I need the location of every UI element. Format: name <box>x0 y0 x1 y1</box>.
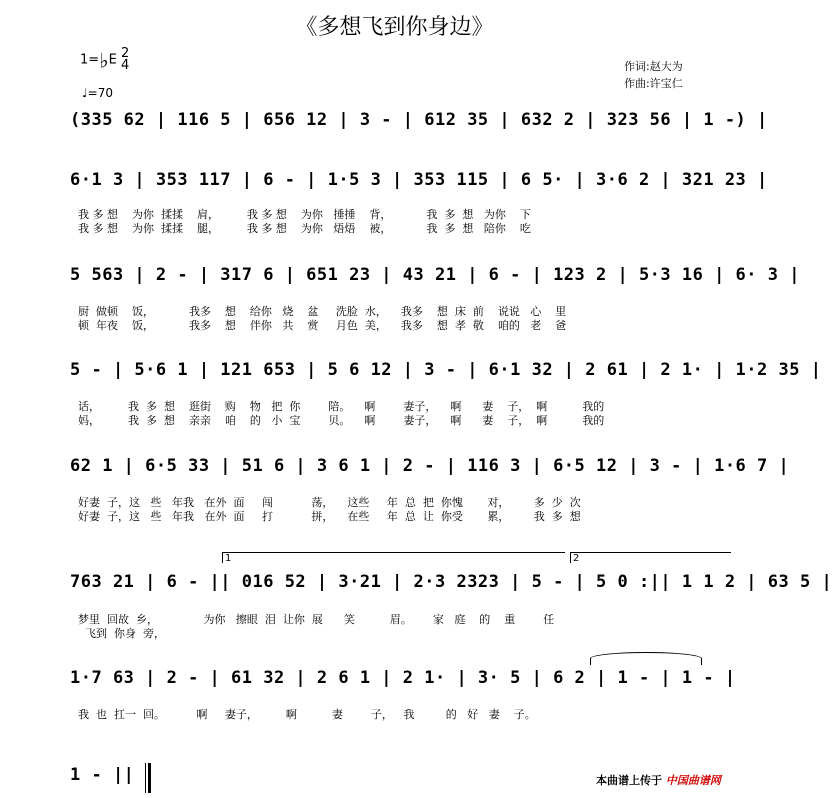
lyricist-credit: 作词:赵大为 <box>624 60 683 73</box>
footer <box>596 772 721 788</box>
notation-line-5: 62 1 | 6·5 33 | 51 6 | 3 6 1 | 2 - | 116 3 | 6·5 12 | 3 - | 1·6 7 | <box>70 456 790 476</box>
notation-line-3: 5 563 | 2 - | 317 6 | 651 23 | 43 21 | 6 - | 123 2 | 5·3 16 | 6· 3 | <box>70 265 800 285</box>
meter-bottom: 4 <box>120 58 130 73</box>
notation-line-4: 5 - | 5·6 1 | 121 653 | 5 6 12 | 3 - | 6·1 32 | 2 61 | 2 1· | 1·2 35 | <box>70 360 822 380</box>
flat-sign-icon: ♭ <box>99 48 109 73</box>
score-title: 《多想飞到你身边》 <box>295 15 494 40</box>
final-barline <box>145 763 151 793</box>
lyric-line-3a: 厨 做顿 饭， 我多 想 给你 烧 盆 洗脸 水， 我多 想 床 前 说说 心 里 <box>78 305 567 318</box>
lyric-line-7: 我 也 扛一 回。 啊 妻子， 啊 妻 子， 我 的 好 妻 子。 <box>78 708 536 721</box>
key-note: E <box>108 52 117 68</box>
lyric-line-5a: 好妻 子，这 些 年我 在外 面 闯 荡， 这些 年 总 把 你愧 对， 多 少 次 <box>78 496 581 509</box>
key-prefix: 1= <box>80 52 100 68</box>
lyric-line-2b: 我 多 想 为你 揉揉 腿， 我 多 想 为你 焐焐 被， 我 多 想 陪你 吃 <box>78 222 531 235</box>
notation-line-8: 1 - || <box>70 765 135 785</box>
lyric-line-4b: 妈， 我 多 想 亲亲 咱 的 小 宝 贝。 啊 妻子， 啊 妻 子， 啊 我的 <box>78 414 605 427</box>
notation-line-7: 1·7 63 | 2 - | 61 32 | 2 6 1 | 2 1· | 3· 5 | 6 2 | 1 - | 1 - | <box>70 668 736 688</box>
footer-text: 本曲谱上传于 <box>596 774 662 787</box>
lyric-line-4a: 话， 我 多 想 逛街 购 物 把 你 陪。 啊 妻子， 啊 妻 子， 啊 我的 <box>78 400 605 413</box>
tempo-marking: ♩=70 <box>82 86 113 100</box>
site-logo[interactable]: 中国曲谱网 <box>665 774 721 787</box>
key-signature <box>80 48 129 72</box>
lyric-line-5b: 好妻 子，这 些 年我 在外 面 打 拼， 在些 年 总 让 你受 累， 我 多 想 <box>78 510 581 523</box>
composer-credit: 作曲:许宝仁 <box>624 77 683 90</box>
time-signature <box>121 48 129 72</box>
volta-second-ending: 2 <box>570 552 731 563</box>
lyric-line-3b: 顿 年夜 饭， 我多 想 伴你 共 赏 月色 美， 我多 想 孝 敬 咱的 老 爸 <box>78 319 567 332</box>
notation-line-1: (335 62 | 116 5 | 656 12 | 3 - | 612 35 | 632 2 | 323 56 | 1 -) | <box>70 110 768 130</box>
notation-line-2: 6·1 3 | 353 117 | 6 - | 1·5 3 | 353 115 | 6 5· | 3·6 2 | 321 23 | <box>70 170 768 190</box>
volta-first-ending: 1 <box>222 552 565 563</box>
credits <box>624 58 683 92</box>
lyric-line-6b: 飞到 你身 旁， <box>78 627 165 640</box>
notation-line-6: 763 21 | 6 - || 016 52 | 3·21 | 2·3 2323 | 5 - | 5 0 :|| 1 1 2 | 63 5 | <box>70 572 832 592</box>
tie-arc <box>590 652 702 665</box>
meter-top: 2 <box>120 46 130 61</box>
lyric-line-2a: 我 多 想 为你 揉揉 肩， 我 多 想 为你 捶捶 背， 我 多 想 为你 下 <box>78 208 531 221</box>
lyric-line-6a: 梦里 回故 乡， 为你 擦眼 泪 让你 展 笑 眉。 家 庭 的 重 任 <box>78 613 555 626</box>
